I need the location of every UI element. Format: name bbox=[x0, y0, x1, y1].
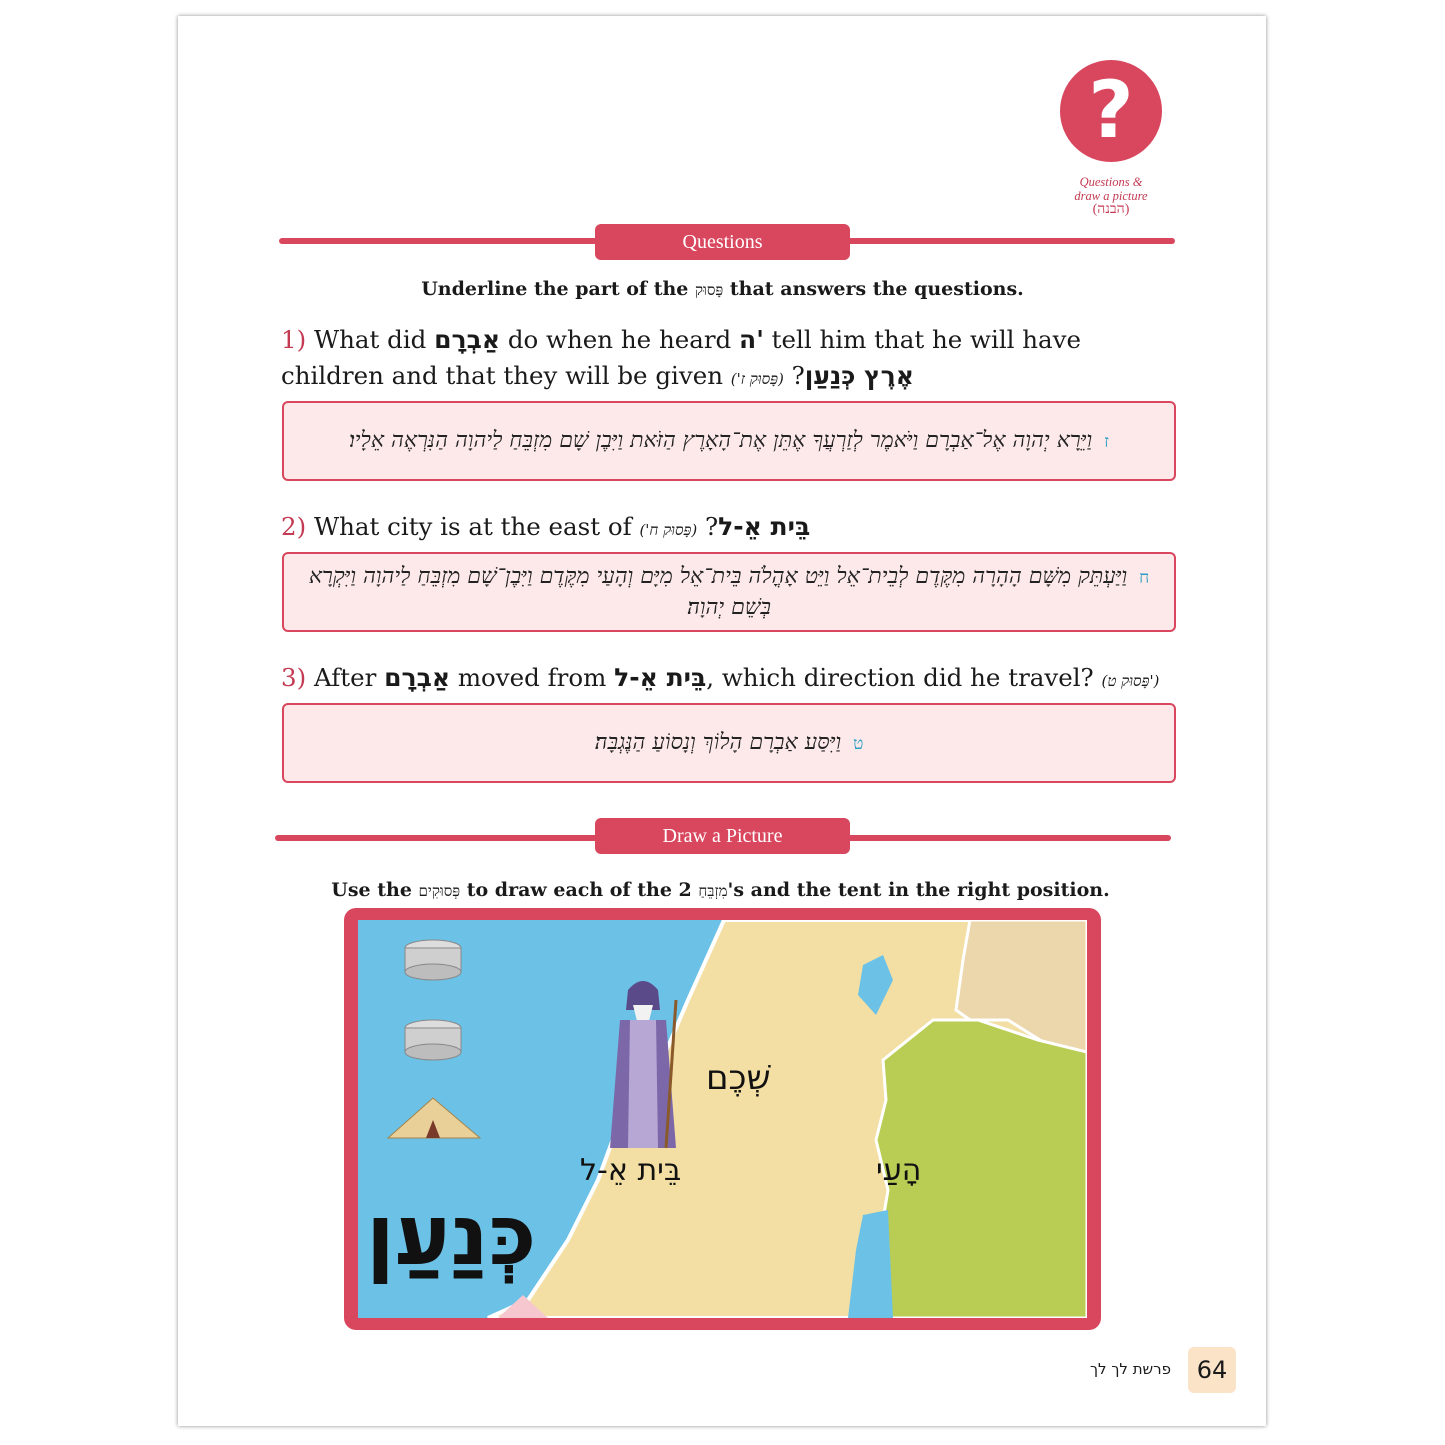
label-canaan: כְּנַעַן bbox=[366, 1186, 537, 1284]
caption-hebrew: (הבנה) bbox=[1092, 202, 1130, 217]
verse-text: וַיֵּרָא יְהוָה אֶל־אַבְרָם וַיֹּאמֶר לְזַרְעֲךָ אֶתֵּן אֶת־הָאָרֶץ הַזֹּאת וַיִּבֶן שָׁם מִזְבֵּחַ לַיהוָה הַנִּרְאֶה אֵלָיו׃ bbox=[349, 427, 1093, 453]
questions-title: Questions bbox=[595, 224, 850, 260]
verse-box-1[interactable] bbox=[282, 401, 1176, 481]
verse-text: וַיִּסַּע אַבְרָם הָלוֹךְ וְנָסוֹעַ הַנֶּגְבָּה׃ bbox=[594, 729, 842, 755]
verse-number: ח bbox=[1139, 567, 1150, 588]
label-shechem: שְׁכֶם bbox=[706, 1058, 771, 1098]
altar-icon[interactable] bbox=[405, 940, 461, 980]
verse-text: וַיַּעְתֵּק מִשָּׁם הָהָרָה מִקֶּדֶם לְבֵית־אֵל וַיֵּט אָהֳלֹה בֵּית־אֵל מִיָּם וְהָעַי מִקֶּדֶם וַיִּבֶן־שָׁם מִזְבֵּחַ לַיהוָה וַיִּקְרָא בְּשֵׁם יְהוָה׃ bbox=[308, 563, 1128, 620]
icon-caption bbox=[1040, 175, 1182, 217]
draw-instruction: Use the פְּסוּקִים to draw each of the 2 מִזְבֵּחַ's and the tent in the right position. bbox=[331, 879, 1110, 901]
map-frame[interactable] bbox=[344, 908, 1101, 1330]
verse-number: ז bbox=[1104, 431, 1109, 452]
parsha-name: פרשת לך לך bbox=[1090, 1360, 1172, 1378]
verse-number: ט bbox=[853, 733, 864, 754]
caption-line-2: draw a picture bbox=[1074, 189, 1148, 203]
verse-box-3[interactable] bbox=[282, 703, 1176, 783]
altar-icon[interactable] bbox=[405, 1020, 461, 1060]
questions-instruction: Underline the part of the פָּסוּק that answers the questions. bbox=[421, 278, 1024, 300]
label-haai: הָעַי bbox=[876, 1153, 922, 1188]
label-beit-el: בֵּית אֵ-ל bbox=[580, 1153, 682, 1188]
question-3: 3) After אַבְרָם moved from בֵּית אֵ-ל, which direction did he travel? (פָּסוּק ט') bbox=[281, 663, 1160, 692]
caption-line-1: Questions & bbox=[1079, 175, 1143, 189]
draw-title: Draw a Picture bbox=[595, 818, 850, 854]
verse-box-2[interactable] bbox=[282, 552, 1176, 632]
question-mark-icon: ? bbox=[1060, 60, 1162, 162]
question-2: 2) What city is at the east of בֵּית אֵ-ל? (פָּסוּק ח') bbox=[281, 512, 811, 541]
page-number: 64 bbox=[1188, 1347, 1236, 1393]
question-1: 1) What did אַבְרָם do when he heard ה' tell him that he will have children and that they will be given אֶרֶץ כְּנַעַן? (פָּסוּק ז') bbox=[281, 325, 1082, 390]
